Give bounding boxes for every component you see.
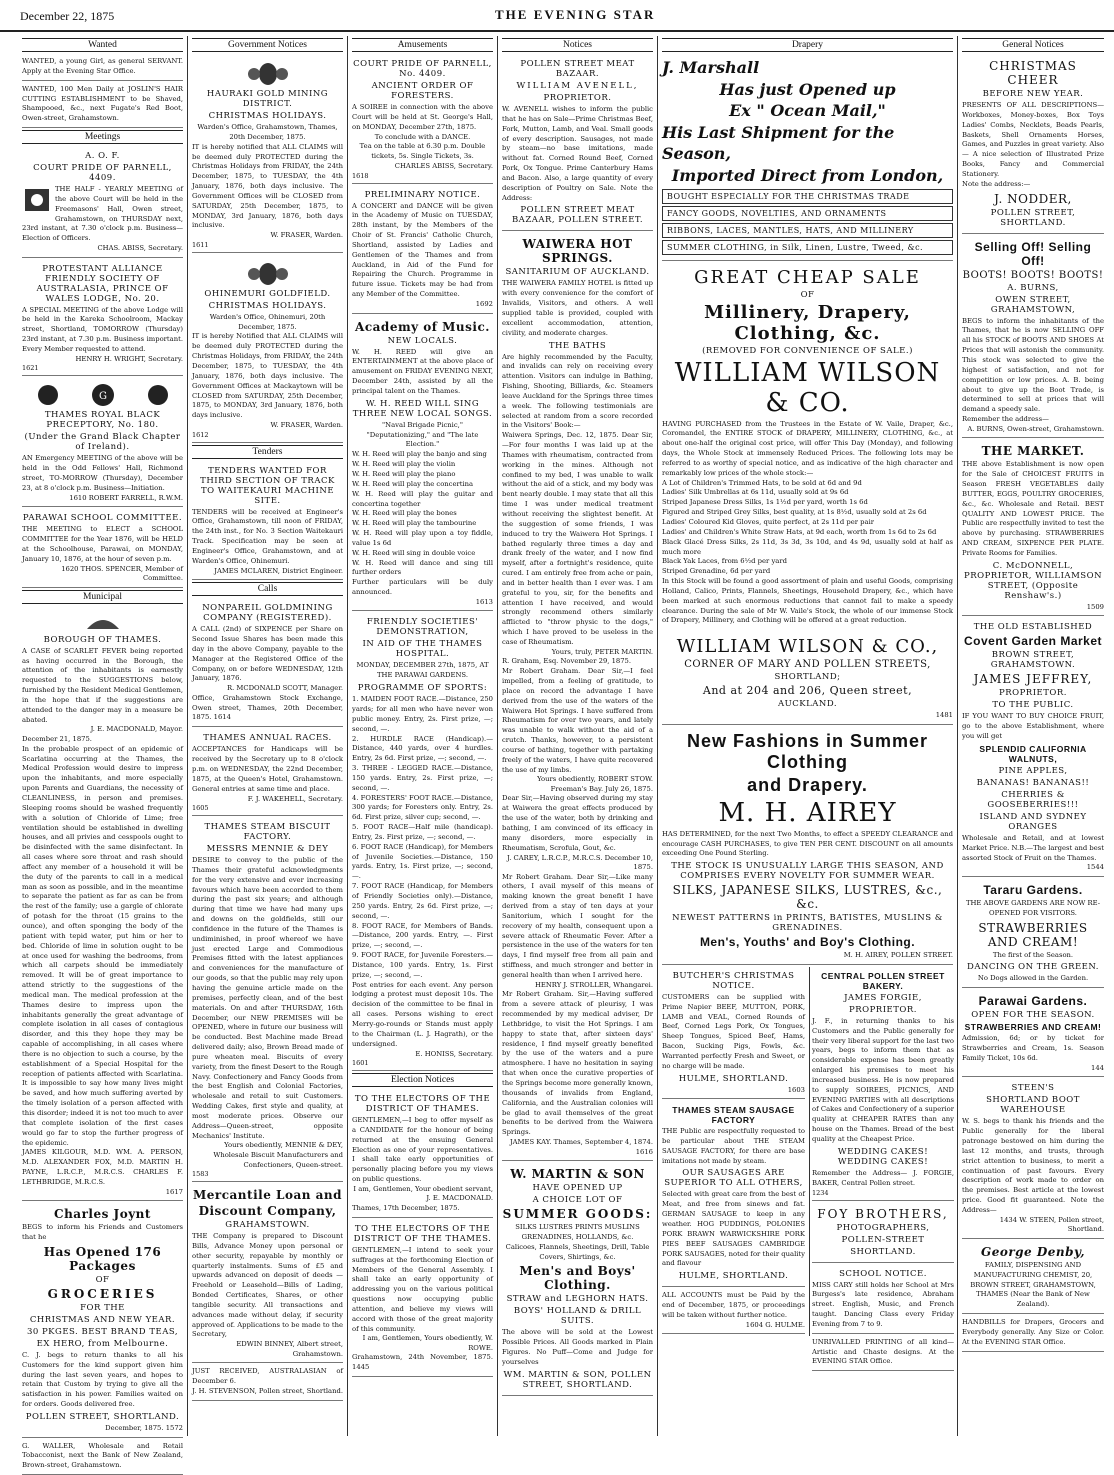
ad-airey: New Fashions in Summer Clothing and Drapery. M. H. AIREY HAS DETERMINED, for the next Two Months, to effect a SPEEDY CLEARANCE and encourage CASH PURCHASES, to give TEN PER CENT. DISCOUNT on all amounts exceeding One Pound Sterling. THE STOCK IS UNUSUALLY LARGE THIS SEASON, AND COMPRISES EVERY NOVELTY FOR SUMMER WEAR. SILKS, JAPANESE SILKS, LUSTRES, &c., &c. NEWEST PATTERNS in PRINTS, BATISTES, MUSLINS & GRENADINES. Men's, Youths' and Boy's Clothing. M. H. AIREY, POLLEN STREET. (662, 727, 953, 965)
sale-lot: A Lot of Children's Trimmed Hats, to be sold at 6d and 9d (662, 478, 862, 487)
ad-court-parnell: A. O. F. COURT PRIDE OF PARNELL, 4409. THE HALF - YEARLY MEETING of the above Court will be held in the Freemasons' Hall, Owen street, Grahamstown, on THURSDAY next, 23rd instant, at 7.30 o'clock p.m. Business—Election of Officers. CHAS. ABISS, Secretary. (22, 147, 183, 258)
marshall-line: SUMMER CLOTHING, in Silk, Linen, Lustre, Tweed, &c. (662, 240, 953, 255)
sports-item: 2. HURDLE RACE (Handicap).—Distance, 440 yards, over 4 hurdles. Entry, 2s 6d. First prize, —; second, —. (352, 734, 493, 763)
section-amusements: Amusements (352, 38, 493, 52)
sale-lot: Striped Japanese Dress Silks, 1s 1½d per yard, worth 1s 6d (662, 498, 868, 507)
column-6 (958, 36, 1108, 1436)
academy-item: W. H. Reed will play the guitar and concertina together (352, 489, 493, 508)
sale-lot: Ladies' Silk Umbrellas at 6s 11d, usually sold at 9s 6d (662, 488, 849, 497)
ad-mercantile-loan: Mercantile Loan and Discount Company, GRAHAMSTOWN. THE Company is prepared to Discount Bills, Advance Money upon personal or other security, repayable by monthly or quarterly instalments. Sums of £5 and upwards advanced on deposit of deeds — Freehold or Leasehold—Bills of Lading, Bonded Certificates, Shares, or other tangible security. All transactions and advances made without delay, if security approved of. Applications to be made to the Secretary, EDWIN BINNEY, Albert street, Grahamstown. (192, 1184, 343, 1363)
issue-date: December 22, 1875 (20, 9, 115, 23)
masthead (0, 0, 1114, 32)
marshall-line: BOUGHT ESPECIALLY FOR THE CHRISTMAS TRADE (662, 189, 953, 204)
ad-charles-joynt: Charles Joynt BEGS to inform his Friends and Customers that he Has Opened 176 Packages OF GROCERIES FOR THE CHRISTMAS AND NEW YEAR. 30 PKGES. BEST BRAND TEAS, EX HERO, from Melbourne. C. J. begs to return thanks to all his Customers for the kind support given him during the last seven years, and hopes to retain that Custom by trying to give all the satisfaction in his power. Families waited on for orders. Goods delivered free. POLLEN STREET, SHORTLAND. December, 1875. 1572 (22, 1203, 183, 1437)
skull-crossbones-emblem-icon (28, 382, 178, 408)
newspaper-title: THE EVENING STAR (495, 7, 656, 22)
bottom-right-column (812, 967, 954, 1373)
section-wanted: Wanted (22, 38, 183, 52)
ad-thames-preceptory: G THAMES ROYAL BLACK PRECEPTORY, No. 180. (Under the Grand Black Chapter of Ireland). AN Emergency MEETING of the above will be held in the Odd Fellows' Hall, Richmond street, TO-MORROW (Thursday), December 23, at 8 o'clock p.m. Business—Initiation. 1610 ROBERT FARRELL, R.W.M. (22, 378, 183, 507)
column-2 (188, 36, 348, 1436)
column-5 (658, 36, 958, 1436)
sports-item: 1. MAIDEN FOOT RACE.—Distance, 250 yards; for all men who have never won public money. Entry, 2s. First prize, —; second, —. (352, 695, 493, 733)
columns (18, 36, 1108, 1470)
ad-george-denby: George Denby, FAMILY, DISPENSING AND MANUFACTURING CHEMIST, 20, BROWN STREET, GRAHAMSTOWN, THAMES (Near the Bank of New Zealand). (962, 1241, 1104, 1314)
ad-wanted-men: WANTED, 100 Men Daily at JOSLIN'S HAIR CUTTING ESTABLISHMENT to be Shaved, Shampooed, &c., next Fugate's Red Boot, Owen-street, Grahamstown. (22, 83, 183, 128)
section-calls: Calls (192, 582, 343, 596)
ad-marshall: J. Marshall Has just Opened up Ex " Ocean Mail," His Last Shipment for the Season, Imported Direct from London, BOUGHT ESPECIALLY FOR THE CHRISTMAS TRADE FANCY GOODS, NOVELTIES, AND ORNAMENTS RIBBONS, LACES, MANTLES, HATS, AND MILLINERY SUMMER CLOTHING, in Silk, Linen, Lustre, Tweed, &c. (662, 55, 953, 261)
ad-meat-bazaar: POLLEN STREET MEAT BAZAAR. WILLIAM AVENELL, PROPRIETOR. W. AVENELL wishes to inform the public that he has on Sale—Prime Christmas Beef, Fork, Mutton, Lamb, and Veal. Small goods of every description. Sausages, not made by steam—no base imitations, made without fat. Corned Round Beef, Corned Pork, Ox Tongue. Prime Canterbury Hams and Bacon. Also, a large quantity of every description of Poultry on Sale. Note the Address: POLLEN STREET MEAT BAZAAR, POLLEN STREET. (502, 55, 653, 231)
ad-steen-boots: STEEN'S SHORTLAND BOOT WAREHOUSE W. S. begs to thank his friends and the Public generally for the liberal patronage bestowed on him during the last 12 months, and trusts, through strict attention to business, to merit a continuation of past favours. Every description of work made to order on the premises. Best article at the lowest price. Good fit guaranteed. Note the Address— 1434 W. STEEN, Pollen street, Shortland. (962, 1079, 1104, 1238)
sports-item: 9. FOOT RACE, for Juvenile Foresters.—Distance, 100 yards. Entry, 1s. First prize, —; second, —. (352, 951, 493, 979)
marshall-line: RIBBONS, LACES, MANTLES, HATS, AND MILLINERY (662, 223, 953, 238)
ad-soiree: COURT PRIDE OF PARNELL, No. 4409. ANCIENT ORDER OF FORESTERS. A SOIREE in connection with the above Court will be held at St. George's Hall, on MONDAY, December 27th, 1875. To conclude with a DANCE. Tea on the table at 6.30 p.m. Double tickets, 5s. Single Tickets, 3s. CHARLES ABISS, Secretary. 1618 (352, 55, 493, 184)
ad-tenders: TENDERS WANTED FOR THIRD SECTION OF TRACK TO WAITEKAURI MACHINE SITE. TENDERS will be received at Engineer's Office, Grahamstown, till noon of FRIDAY, the 24th inst., for No. 3 Section Waitekauri Track. Specification may be seen at Engineer's Office, Grahamstown, and at Warden's Office, Ohinemuri. JAMES MCLAREN, District Engineer. (192, 462, 343, 581)
ad-school-notice: SCHOOL NOTICE. MISS CARY still holds her School at Mrs Burgess's late residence, Abraham street. English, Music, and French taught. Dancing Class every Friday Evening from 7 to 9. (812, 1265, 954, 1334)
ad-preliminary-notice: PRELIMINARY NOTICE. A CONCERT and DANCE will be given in the Academy of Music on TUESDAY, 28th instant, by the Members of the Choir of St. Francis' Catholic Church, Shortland, assisted by Ladies and Gentlemen of the Thames and from Auckland, in Aid of the Fund for Repairing the Church. Programme in future issue. Tickets may be had from any Member of the Committee. 1692 (352, 186, 493, 314)
ad-friendly-societies: FRIENDLY SOCIETIES' DEMONSTRATION, IN AID OF THE THAMES HOSPITAL. MONDAY, DECEMBER 27th, 1875, AT THE PARAWAI GARDENS. PROGRAMME OF SPORTS: 1. MAIDEN FOOT RACE.—Distance, 250 yards; for all men who have never won public money. Entry, 2s. First prize, —; second, —. 2. HURDLE RACE (Handicap).—Distance, 440 yards, over 4 hurdles. Entry, 2s 6d. First prize, —; second, —. 3. THREE - LEGGED RACE.—Distance, 150 yards. Entry, 2s. First prize, —; second, —. 4. FORESTERS' FOOT RACE.—Distance, 300 yards; for Foresters only. Entry, 2s. 6d. First prize, silver cup; second, —. 5. FOOT RACE—Half mile (handicap). Entry, 2s. First prize, —; second, —. 6. FOOT RACE (Handicap), for Members of Juvenile Societies.—Distance, 150 yards. Entry, 1s. First prize, —; second, —. 7. FOOT RACE (Handicap, for Members of Friendly Societies only).—Distance, 250 yards. Entry, 2s 6d. First prize, —; second, —. 8. FOOT RACE, for Members of Bands.—Distance, 200 yards. Entry, —. First prize, —; second, —. 9. FOOT RACE, for Juvenile Foresters.—Distance, 100 yards. Entry, 1s. First prize, —; second, —. Post entries for each event. Any person lodging a protest must deposit 10s. The decision of the committee to be final in all cases. Persons wishing to erect Merry-go-rounds or Stands must apply to the Chairman (L. J. Hagrath), or the undersigned. E. HONISS, Secretary. 1601 (352, 613, 493, 1071)
foresters-emblem-icon (22, 185, 52, 215)
sale-lot: Ladies' Coloured Kid Gloves, quite perfect, at 2s 11d per pair (662, 518, 875, 526)
academy-item: W. H. Reed will play the banjo and sing (352, 450, 487, 459)
ad-parawai-gardens: Parawai Gardens. OPEN FOR THE SEASON. STRAWBERRIES AND CREAM! Admission, 6d; or by ticket for Strawberries and Cream, 1s. Season Family Ticket, 10s 6d. 144 (962, 990, 1104, 1077)
sports-item: 4. FORESTERS' FOOT RACE.—Distance, 300 yards; for Foresters only. Entry, 2s. 6d. First prize, silver cup; second, —. (352, 793, 493, 822)
academy-item: W. H. Reed will dance and sing till further orders (352, 558, 493, 577)
section-municipal: Municipal (22, 590, 183, 604)
ad-bakery: CENTRAL POLLEN STREET BAKERY. JAMES FORGIE, PROPRIETOR. J. F., in returning thanks to his Customers and the Public generally for their very liberal support for the last two years, begs to inform them that as considerable expense has been greatly enlarged his premises to meet his increased business. He is now prepared to supply SOIREES, PICNICS, AND EVENING PARTIES with all descriptions of Cakes and Confectionery of a superior quality at CHEAPER RATES than any house on the Thames. Bread of the best quality at the Cheapest Price. WEDDING CAKES! WEDDING CAKES! Remember the Address— J. FORGIE, BAKER, Central Pollen street. 1234 (812, 967, 954, 1201)
ad-covent-garden: THE OLD ESTABLISHED Covent Garden Market BROWN STREET, GRAHAMSTOWN. JAMES JEFFREY, PROPRIETOR. TO THE PUBLIC. IF YOU WANT TO BUY CHOICE FRUIT, go to the above Establishment, where you will get SPLENDID CALIFORNIA WALNUTS, PINE APPLES, BANANAS! BANANAS!! CHERRIES & GOOSEBERRIES!!! ISLAND AND SYDNEY ORANGES Wholesale and Retail, and at lowest Market Price. N.B.—The largest and best assorted Stock of Fruit on the Thames. 1544 (962, 618, 1104, 877)
section-general: General Notices (962, 38, 1104, 52)
marshall-line: FANCY GOODS, NOVELTIES, AND ORNAMENTS (662, 206, 953, 221)
academy-item: W. H. Reed will sing in double voice (352, 548, 476, 557)
ad-burns-boots: Selling Off! Selling Off! BOOTS! BOOTS! BOOTS! A. BURNS, OWEN STREET, GRAHAMSTOWN, BEGS to inform the inhabitants of the Thames, that he is now SELLING OFF all his STOCK of BOOTS AND SHOES At Prices that will astonish the community. This stock was selected to give the highest of satisfaction, and not for competition or low prices. A. B. being about to give up the Boot Trade, is determined to sell at prices that will demand a speedy sale. Remember the address— A. BURNS, Owen-street, Grahamstown. (962, 236, 1104, 439)
ad-nonpareil: NONPAREIL GOLDMINING COMPANY (REGISTERED). A CALL (2nd) of SIXPENCE per Share on Second Issue Shares has been made this day in the above Company, payable to the Manager at the Registered Office of the Company, on or before WEDNESDAY, 12th January, 1876. R. MCDONALD SCOTT, Manager. Office, Grahamstown Stock Exchange, Owen street, Thames, 20th December, 1875. 1614 (192, 599, 343, 727)
sports-item: 8. FOOT RACE, for Members of Bands.—Distance, 200 yards. Entry, —. First prize, —; second, —. (352, 921, 493, 950)
academy-list (352, 450, 493, 578)
section-drapery: Drapery (662, 38, 953, 52)
ad-ohinemuri: OHINEMURI GOLDFIELD. CHRISTMAS HOLIDAYS. Warden's Office, Ohinemuri, 20th December, 1875. IT is hereby Notified that ALL CLAIMS will be deemed duly PROTECTED during the Christmas Holidays, from FRIDAY, the 24th December, 1875, to TUESDAY, the 4th January, 1876, both days inclusive. The Government Offices at Mackaytown will be CLOSED from SATURDAY, 25th December, 1875, to MONDAY, 3rd January, 1876, both days inclusive. W. FRASER, Warden. 1612 (192, 255, 343, 443)
ad-the-market: THE MARKET. THE above Establishment is now open for the Sale of CHOICEST FRUITS in Season FRESH VEGETABLES daily BUTTER, EGGS, POULTRY GROCERIES, &c., &c. Wholesale and Retail. BEST QUALITY AND LOWEST PRICE. The Public are respectfully invited to test the above by purchasing. STRAWBERRIES AND CREAM, SIXPENCE PER PLATE. Private Rooms for Families. C. McDONNELL, PROPRIETOR, WILLIAMSON STREET, (Opposite Renshaw's.) 1509 (962, 440, 1104, 616)
ad-sausage-factory: THAMES STEAM SAUSAGE FACTORY THE Public are respectfully requested to be particular about THE STEAM SAUSAGE FACTORY, for there are base imitations not made by steam. OUR SAUSAGES ARE SUPERIOR TO ALL OTHERS, Selected with great care from the best of Meat, and free from sinews and fat. GERMAN SAUSAGE to keep in any weather. HOG PUDDINGS, POLONIES PORK BRAWN WARWICKSHIRE PORK PIES BEEF SAUSAGES CAMBRIDGE PORK SAUSAGES, noted for their quality and flavour HULME, SHORTLAND. (662, 1101, 805, 1287)
section-notices: Notices (502, 38, 653, 52)
ad-australasian: JUST RECEIVED, AUSTRALASIAN of December 6. J. H. STEVENSON, Pollen street, Shortland. (192, 1365, 343, 1400)
borough-crest-icon (83, 611, 123, 633)
column-3 (348, 36, 498, 1436)
academy-item: W. H. Reed will play the violin (352, 460, 456, 469)
ad-printing: UNRIVALLED PRINTING of all kind—Artistic and Chaste designs. At the EVENING STAR Office. (812, 1336, 954, 1372)
column-1 (18, 36, 188, 1470)
sale-lot: Ladies' and Children's White Straw Hats, at 9d each, worth from 1s 6d to 2s 6d (662, 527, 937, 536)
sports-item: 7. FOOT RACE (Handicap, for Members of Friendly Societies only).—Distance, 250 yards. Entry, 2s 6d. First prize, —; second, —. (352, 882, 493, 920)
column-4 (498, 36, 658, 1436)
ad-wanted-servant: WANTED, a young Girl, as general SERVANT. Apply at the Evening Star Office. (22, 55, 183, 81)
royal-arms-icon (246, 259, 290, 287)
ad-election-macdonald: TO THE ELECTORS OF THE DISTRICT OF THAMES. GENTLEMEN,—I beg to offer myself as a CANDIDATE for the honour of being returned at the ensuing General Election as one of your representatives. I shall take early opportunities of personally placing before you my views on public questions. I am, Gentlemen, Your obedient servant, J. E. MACDONALD. Thames, 17th December, 1875. (352, 1090, 493, 1218)
sale-lot: Striped Grenadine, 6d per yard (662, 567, 771, 576)
sale-lot: Black Glacé Dress Silks, 2s 11d, 3s 3d, 3s 10d, and 4s 9d, usually sold at half as much more (662, 537, 953, 556)
ad-election-rowe: TO THE ELECTORS OF THE DISTRICT OF THE THAMES. GENTLEMEN,—I intend to seek your suffrages at the forthcoming Election of Members of the General Assembly. I shall take an early opportunity of addressing you on the various political questions now occupying public attention, and believe my views will accord with those of the great majority of this community. I am, Gentlemen, Yours obediently, W. ROWE. Grahamstown, 24th November, 1875. 1445 (352, 1220, 493, 1377)
academy-item: W. H. Reed will play the bones (352, 509, 457, 518)
royal-arms-icon (246, 59, 290, 87)
ad-waller: G. WALLER, Wholesale and Retail Tobacconist, next the Bank of New Zealand, Brown-street, Grahamstown. (22, 1440, 183, 1475)
section-meetings: Meetings (22, 130, 183, 144)
ad-parawai-school: PARAWAI SCHOOL COMMITTEE. THE MEETING to ELECT a SCHOOL COMMITTEE for the Year 1876, will be HELD at the Schoolhouse, Parawai, on MONDAY, January 10, 1876, at the hour of seven p.m. 1620 THOS. SPENCER, Member of Committee. (22, 509, 183, 587)
academy-item: W. H. Reed will play the piano (352, 469, 456, 478)
drapery-bottom (662, 967, 954, 1366)
ad-hauraki: HAURAKI GOLD MINING DISTRICT. CHRISTMAS HOLIDAYS. Warden's Office, Grahamstown, Thames, 20th December, 1875. IT is hereby notified that ALL CLAIMS will be deemed duly PROTECTED during the Christmas Holidays from FRIDAY, the 24th December, 1875, to TUESDAY, the 4th January, 1876, both days inclusive. The Government Offices will be CLOSED from SATURDAY, 25th December, 1875, to MONDAY, 3rd January, 1876, both days inclusive. W. FRASER, Warden. 1611 (192, 55, 343, 253)
ad-martin-son: W. MARTIN & SON HAVE OPENED UP A CHOICE LOT OF SUMMER GOODS: SILKS LUSTRES PRINTS MUSLINS GRENADINES, HOLLANDS, &c. Calicoes, Flannels, Sheetings, Drill, Table Covers, Shirtings, &c. Men's and Boys' Clothing. STRAW and LEGHORN HATS. BOYS' HOLLAND & DRILL SUITS. The above will be sold at the Lowest Possible Prices. All Goods marked in Plain Figures. No Puff—Come and Judge for yourselves WM. MARTIN & SON, POLLEN STREET, SHORTLAND. (502, 1163, 653, 1396)
bottom-left-column (662, 967, 810, 1336)
ad-waiwera: WAIWERA HOT SPRINGS. SANITARIUM OF AUCKLAND. THE WAIWERA FAMILY HOTEL is fitted up with every convenience for the comfort of Invalids, Visitors, and others. A well supplied table is provided, coupled with excellent accommodation, attention, civility, and moderate charges. THE BATHS Are highly recommended by the Faculty, and invalids can rely on receiving every attention. Visitors can indulge in Bathing, Fishing, Shooting, Billiards, &c. Steamers leave Auckland for the Springs three times a week. The following testimonials are selected at random from a score recorded in the Visitors' Book:— Waiwera Springs, Dec. 12, 1875. Dear Sir,—For four months I was laid up at the Thames with rheumatism, contracted from working in the mines. Although not confined to my bed, I was unable to walk without the aid of a stick, and my body was bent nearly double. I may state that all this time I was under medical treatment without receiving the slightest benefit. At the suggestion of some friends, I was induced to try the Waiwera Hot Springs. I bathed regularly three times a day and drank freely of the water, and I now find myself, after a fortnight's residence, quite cured. I am entirely free from ache or pain, and in better health than I ever was. I am grateful to you, sir, for the benefits and attention I have received, and would strongly recommend others similarly afflicted to "throw physic to the dogs," which I have proved to be useless in the case of Rheumatism. Yours, truly, PETER MARTIN. R. Graham, Esq. November 29, 1875. Mr Robert Graham. Dear Sir,—I feel impelled, from a feeling of gratitude, to place on record the advantage I have derived from the use of the waters of the Waiwera Hot Springs. I have suffered from Rheumatism for over two years, and lately was unable to walk without the aid of a crutch. Thanks, however, to a persistent course of bathing, together with partaking freely of the waters, I have quite recovered the use of my limbs. Yours obediently, ROBERT STOW. Freeman's Bay. July 26, 1875. Dear Sir,—Having observed during my stay at Waiwera the great effects produced by the use of the water, both by drinking and bathing, I am convinced of its efficacy in many disorders, more especially in Rheumatism, Scrofula, Gout, &c. J. CAREY, L.R.C.P., M.R.C.S. December 10, 1875. Mr Robert Graham. Dear Sir,—Like many others, I avail myself of this means of making known the great benefit I have derived from a stay of ten days at your Sanitorium, which I sought for the recovery of my health, consequent upon a severe attack of Rheumatic Fever. After a persistence in the use of the waters for ten days, I find myself free from all pain and stiffness, and much stronger and better in general health than when I arrived here. HENRY J. STROLLER, Whangarei. Mr Robert Graham. Sir,—Having suffered from a severe attack of pleurisy, I was recommended by my medical adviser, Dr Lethbridge, to visit the Hot Springs. I am happy to state that, after sixteen days' residence, I find myself greatly benefited by the use of the waters and a pure atmosphere. I have no hesitation in saying that when once the curative properties of the Springs become more generally known, thousands of invalids from England, California, and the Australian colonies will be glad to avail themselves of the great benefits to be derived from the Waiwera Springs. JAMES KAY. Thames, September 4, 1874. 1616 (502, 233, 653, 1161)
ad-academy-music: Academy of Music. NEW LOCALS. W. H. REED will give an ENTERTAINMENT at the above place of amusement on FRIDAY EVENING NEXT, December 24th, assisted by all the principal talent on the Thames. W. H. REED WILL SING THREE NEW LOCAL SONGS. "Naval Brigade Picnic," "Deputationizing," and "The late Election." W. H. Reed will play the banjo and sing W. H. Reed will play the violin W. H. Reed will play the piano W. H. Reed will play the concertina W. H. Reed will play the guitar and concertina together W. H. Reed will play the bones W. H. Reed will play the tambourine W. H. Reed will play upon a toy fiddle, value 1s 6d W. H. Reed will sing in double voice W. H. Reed will dance and sing till further orders Further particulars will be duly announced. 1613 (352, 316, 493, 612)
svg-text:G: G (98, 391, 107, 403)
ad-biscuit-factory: THAMES STEAM BISCUIT FACTORY. MESSRS MENNIE & DEY DESIRE to convey to the public of the Thames their grateful acknowledgments for the very extensive and ever increasing favours which have been accorded to them during the past six years; and although during that time we have had many ups and downs on the goldfields, still our confidence in the future of the Thames is undiminished, in proof whereof we have just erected Large and Commodious Premises fitted with the latest appliances and conveniences for the manufacture of our goods, so that the public may rely upon having the genuine article made on the premises, perfectly clean, and of the best materials. On and after THURSDAY, 16th December, our NEW PREMISES will be OPENED, where in future our business will be conducted. Best Machine made Bread delivered daily; also, Brown Bread made of pure wheaten meal. Biscuits of every variety, from the finest Desert to the Rough Navy. Confectionery and Fancy Goods from the best English and Colonial Factories, wholesale and retail to suit Customers. Wedding Cakes, first style and quality, at most moderate prices. Observe our Address—Queen-street, opposite Mechanics' Institute. Yours obediently, MENNIE & DEY, Wholesale Biscuit Manufacturers and Confectioners, Queen-street. 1583 (192, 818, 343, 1182)
academy-item: W. H. Reed will play the concertina (352, 479, 474, 488)
section-government: Government Notices (192, 38, 343, 52)
academy-item: W. H. Reed will play the tambourine (352, 519, 477, 528)
ad-great-cheap-sale: GREAT CHEAP SALE OF Millinery, Drapery, Clothing, &c. (REMOVED FOR CONVENIENCE OF SALE.) WILLIAM WILSON & CO. HAVING PURCHASED from the Trustees in the Estate of W. Vaile, Draper, &c., Coromandel, the ENTIRE STOCK of DRAPERY, MILLINERY, CLOTHING, &c., at about one-half the original cost price, will offer This Day (Monday), and following days, the Whole Stock at immensely Reduced Prices. The following lots may be referred to as worthy of special notice, and as indicative of the high character and remarkably low prices of the whole stock:— A Lot of Children's Trimmed Hats, to be sold at 6d and 9d Ladies' Silk Umbrellas at 6s 11d, usually sold at 9s 6d Striped Japanese Dress Silks, 1s 1½d per yard, worth 1s 6d Figured and Striped Grey Silks, best quality, at 1s 8½d, usually sold at 2s 6d Ladies' Coloured Kid Gloves, quite perfect, at 2s 11d per pair Ladies' and Children's White Straw Hats, at 9d each, worth from 1s 6d to 2s 6d Black Glacé Dress Silks, 2s 11d, 3s 3d, 3s 10d, and 4s 9d, usually sold at half as much more Black Yak Laces, from 6½d per yard Striped Grenadine, 6d per yard In this Stock will be found a good assortment of plain and useful Goods, comprising Holland, Calico, Prints, Flannels, Sheetings, Household Drapery, &c., which have been marked at such enormous reductions that cannot fail to make a speedy clearance. During the sale of Mr W. Vaile's Stock, the whole of our immense Stock of Drapery, Millinery, and Clothing will be offered at a great reduction. WILLIAM WILSON & CO., CORNER OF MARY AND POLLEN STREETS, SHORTLAND; And at 204 and 206, Queen street, AUCKLAND. 1481 (662, 263, 953, 725)
ad-accounts: ALL ACCOUNTS must be Paid by the end of December, 1875, or proceedings will be taken without further notice. 1604 G. HULME. (662, 1289, 805, 1334)
academy-item: W. H. Reed will play upon a toy fiddle, value 1s 6d (352, 529, 493, 547)
sports-item: 6. FOOT RACE (Handicap), for Members of Juvenile Societies.—Distance, 150 yards. Entry, 1s. First prize, —; second, —. (352, 842, 493, 881)
section-tenders: Tenders (192, 445, 343, 459)
ad-christmas-cheer: CHRISTMAS CHEER BEFORE NEW YEAR. PRESENTS OF ALL DESCRIPTIONS—Workboxes, Money-boxes, Box Toys Ladies' Combs, Necklets, Beads Pearls, Baskets, Shell Ornaments Horses, Games, and Puzzles in great variety. Also— A nice selection of Illustrated Prize Books, Fancy and Commercial Stationery. Note the address:— J. NODDER, POLLEN STREET, SHORTLAND. (962, 55, 1104, 234)
ad-thames-races: THAMES ANNUAL RACES. ACCEPTANCES for Handicaps will be received by the Secretary up to 8 o'clock p.m. on WEDNESDAY, the 22nd December, 1875, at the Queen's Hotel, Grahamstown. General entries at same time and place. F. J. WAKEHELL, Secretary. 1605 (192, 729, 343, 816)
ad-handbills: HANDBILLS for Drapers, Grocers and Everybody generally. Any Size or Color. At the EVENING STAR Office. (962, 1316, 1104, 1352)
sale-lot: Black Yak Laces, from 6½d per yard (662, 557, 787, 566)
ad-foy-brothers: FOY BROTHERS, PHOTOGRAPHERS, POLLEN-STREET SHORTLAND. (812, 1203, 954, 1263)
ad-protestant-alliance: PROTESTANT ALLIANCE FRIENDLY SOCIETY OF AUSTRALASIA, PRINCE OF WALES LODGE, No. 20. A SPECIAL MEETING of the above Lodge will be held in the Kareka Schoolroom, Mackay street, Shortland, TOMORROW (Thursday) 23rd instant, at 7.30 p.m. Business important. Every Member requested to attend. HENRY H. WRIGHT, Secretary. 1621 (22, 260, 183, 377)
section-election: Election Notices (352, 1073, 493, 1087)
ad-tararu-gardens: Tararu Gardens. THE ABOVE GARDENS ARE NOW RE-OPENED FOR VISITORS. STRAWBERRIES AND CREAM! The first of the Season. DANCING ON THE GREEN. No Dogs allowed in the Garden. (962, 879, 1104, 988)
ad-butcher: BUTCHER'S CHRISTMAS NOTICE. CUSTOMERS can be supplied with Prime Napier BEEF, MUTTON, PORK, LAMB and VEAL, Corned Rounds of Beef, Corned Legs Pork, Ox Tongues, Sheep Tongues, Spiced Beef, Hams, Bacon, Sucking Pigs, Fowls, &c. Warranted perfectly Fresh and Sweet, or no charge will be made. HULME, SHORTLAND. 1603 (662, 967, 805, 1099)
sports-item: 5. FOOT RACE—Half mile (handicap). Entry, 2s. First prize, —; second, —. (352, 823, 493, 841)
sale-lot: Figured and Striped Grey Silks, best quality, at 1s 8½d, usually sold at 2s 6d (662, 508, 927, 517)
ad-borough-thames: BOROUGH OF THAMES. A CASE of SCARLET FEVER being reported as having occurred in the Borough, the attention of the inhabitants is earnestly requested to the SUGGESTIONS below, furnished by the Resident Medical Gentlemen, in the hope that if the suggestions are attended to the danger may in a measure be abated. J. E. MACDONALD, Mayor. December 21, 1875. In the probable prospect of an epidemic of Scarlatina occurring at the Thames, the Medical Profession would desire to impress upon the inhabitants, and more especially upon Parents and Guardians, the necessity of CLEANLINESS, in person and premises. Sleeping rooms should be washed frequently with a solution of Chloride of Lime; free ventilation should be established in dwelling houses, and all privies and cesspools ought to be disinfected with the same disinfectant. In all cases where sore throat and rash should affect any member of a household it will be the duty of the parents to call in a medical man as soon as possible, and in the meantime to separate the patient as far as can be from the rest of the family; use a gargle of chlorate of potash for the throat (15 grains to the ounce), and often sponging the body of the patient with tepid water, put him or her to bed. Chloride of lime in solution ought to be at once used for washing the bedrooms, from which all carpets should be immediately removed. It will be of great importance to attend strictly to the suggestions of the medical man. The medical profession at the Thames desire to impress upon the inhabitants generally the great advantage of complete isolation in all cases of contagious disorder, and this they hope they may be capable of accomplishing, in all cases where there is no objection to such a course, by the establishment of a Special Hospital for the reception of patients affected with Scarlatina. It is impossible to say how many lives might be saved, and how much suffering averted by the timely isolation of a person affected with this disorder; indeed it is not too much to aver that complete isolation of the first cases would go far to stop the further progress of the epidemic. JAMES KILGOUR, M.D. WM. A. PERSON, M.D. ALEXANDER FOX, M.D. MARTIN H. PAYNE, L.R.C.P., M.R.C.S. CHARLES F. LETHBRIDGE, M.R.C.S. 1617 (22, 607, 183, 1202)
sports-item: 3. THREE - LEGGED RACE.—Distance, 150 yards. Entry, 2s. First prize, —; second, —. (352, 764, 493, 792)
